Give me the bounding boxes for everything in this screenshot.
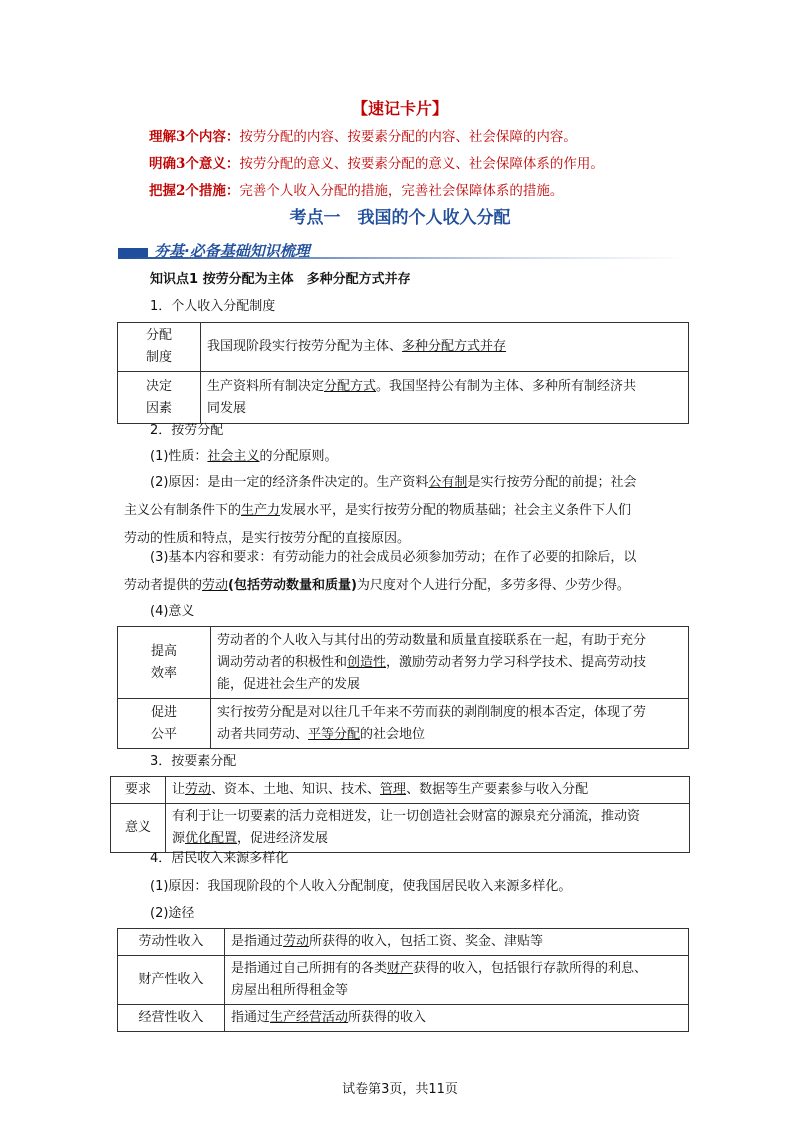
row-value: 生产资料所有制决定分配方式。我国坚持公有制为主体、多种所有制经济共 同发展: [201, 372, 689, 424]
card-line-text: 按劳分配的意义、按要素分配的意义、社会保障体系的作用。: [239, 156, 604, 172]
row-value: 有利于让一切要素的活力竞相迸发，让一切创造社会财富的源泉充分涌流，推动资 源优化配置，促进经济发展: [166, 804, 690, 853]
card-line-label: 把握2个措施：: [149, 183, 240, 199]
row-value: 我国现阶段实行按劳分配为主体、多种分配方式并存: [201, 323, 689, 372]
card-line-label: 明确3个意义：: [149, 156, 240, 172]
row-key: 经营性收入: [118, 1005, 225, 1032]
table-row: [118, 627, 689, 699]
row-value: 实行按劳分配是对以往几千年来不劳而获的剥削制度的根本否定，体现了劳 动者共同劳动、平等分配的社会地位: [211, 699, 689, 749]
card-title: 【速记卡片】: [351, 99, 448, 118]
row-value: 劳动者的个人收入与其付出的劳动数量和质量直接联系在一起，有助于充分 调动劳动者的积极性和创造性，激励劳动者努力学习科学技术、提高劳动技 能，促进社会生产的发展: [211, 627, 689, 699]
section-title: 考点一 我国的个人收入分配: [289, 208, 511, 228]
table-row: [118, 323, 689, 372]
row-value: 是指通过劳动所获得的收入，包括工资、奖金、津贴等: [225, 929, 689, 956]
banner-text: 夯基·必备基础知识梳理: [154, 242, 310, 260]
s2-meaning-title: (4)意义: [150, 604, 195, 619]
s3-title: 3．按要素分配: [150, 754, 237, 769]
card-line-text: 按劳分配的内容、按要素分配的内容、社会保障的内容。: [239, 129, 577, 145]
row-key: 决定 因素: [118, 372, 201, 424]
row-key: 促进 公平: [118, 699, 211, 749]
s2-title: 2．按劳分配: [150, 423, 224, 438]
page-footer: 试卷第3页，共11页: [342, 1082, 458, 1097]
factor-distribution-table: [110, 776, 690, 853]
row-key: 劳动性收入: [118, 929, 225, 956]
knowledge-point-title: 知识点1 按劳分配为主体 多种分配方式并存: [150, 272, 411, 287]
table-row: [118, 929, 689, 956]
card-line: [149, 125, 577, 145]
s1-title: 1．个人收入分配制度: [150, 299, 276, 314]
row-key: 意义: [111, 804, 166, 853]
income-source-table: [117, 928, 689, 1032]
s2-nature: (1)性质：社会主义的分配原则。: [150, 449, 338, 464]
card-line-text: 完善个人收入分配的措施，完善社会保障体系的措施。: [239, 183, 564, 199]
labor-meaning-table: [117, 626, 689, 749]
table-row: [118, 956, 689, 1005]
table-row: [118, 372, 689, 424]
table-row: [118, 699, 689, 749]
card-line-label: 理解3个内容：: [149, 129, 240, 145]
row-key: 财产性收入: [118, 956, 225, 1005]
row-key: 分配 制度: [118, 323, 201, 372]
s2-reason: (2)原因：是由一定的经济条件决定的。生产资料公有制是实行按劳分配的前提；社会 主义公有制条件下的生产力发展水平，是实行按劳分配的物质基础；社会主义条件下人们 劳动的性质和特点，是实行按劳分配的直接原因。: [124, 475, 637, 546]
s4-title: 4．居民收入来源多样化: [150, 851, 289, 866]
row-value: 指通过生产经营活动所获得的收入: [225, 1005, 689, 1032]
row-value: 让劳动、资本、土地、知识、技术、管理、数据等生产要素参与收入分配: [166, 777, 690, 804]
row-value: 是指通过自己所拥有的各类财产获得的收入，包括银行存款所得的利息、 房屋出租所得租金等: [225, 956, 689, 1005]
section-banner: [118, 240, 688, 262]
row-key: 提高 效率: [118, 627, 211, 699]
s4-reason: (1)原因：我国现阶段的个人收入分配制度，使我国居民收入来源多样化。: [150, 879, 572, 894]
s4-path-title: (2)途径: [150, 906, 195, 921]
row-key: 要求: [111, 777, 166, 804]
table-row: [118, 1005, 689, 1032]
distribution-system-table: [117, 322, 689, 424]
card-line: [149, 179, 563, 199]
card-line: [149, 152, 604, 172]
s2-basic: (3)基本内容和要求：有劳动能力的社会成员必须参加劳动；在作了必要的扣除后，以 劳动者提供的劳动(包括劳动数量和质量)为尺度对个人进行分配，多劳多得、少劳少得。: [124, 550, 637, 593]
table-row: [111, 777, 690, 804]
